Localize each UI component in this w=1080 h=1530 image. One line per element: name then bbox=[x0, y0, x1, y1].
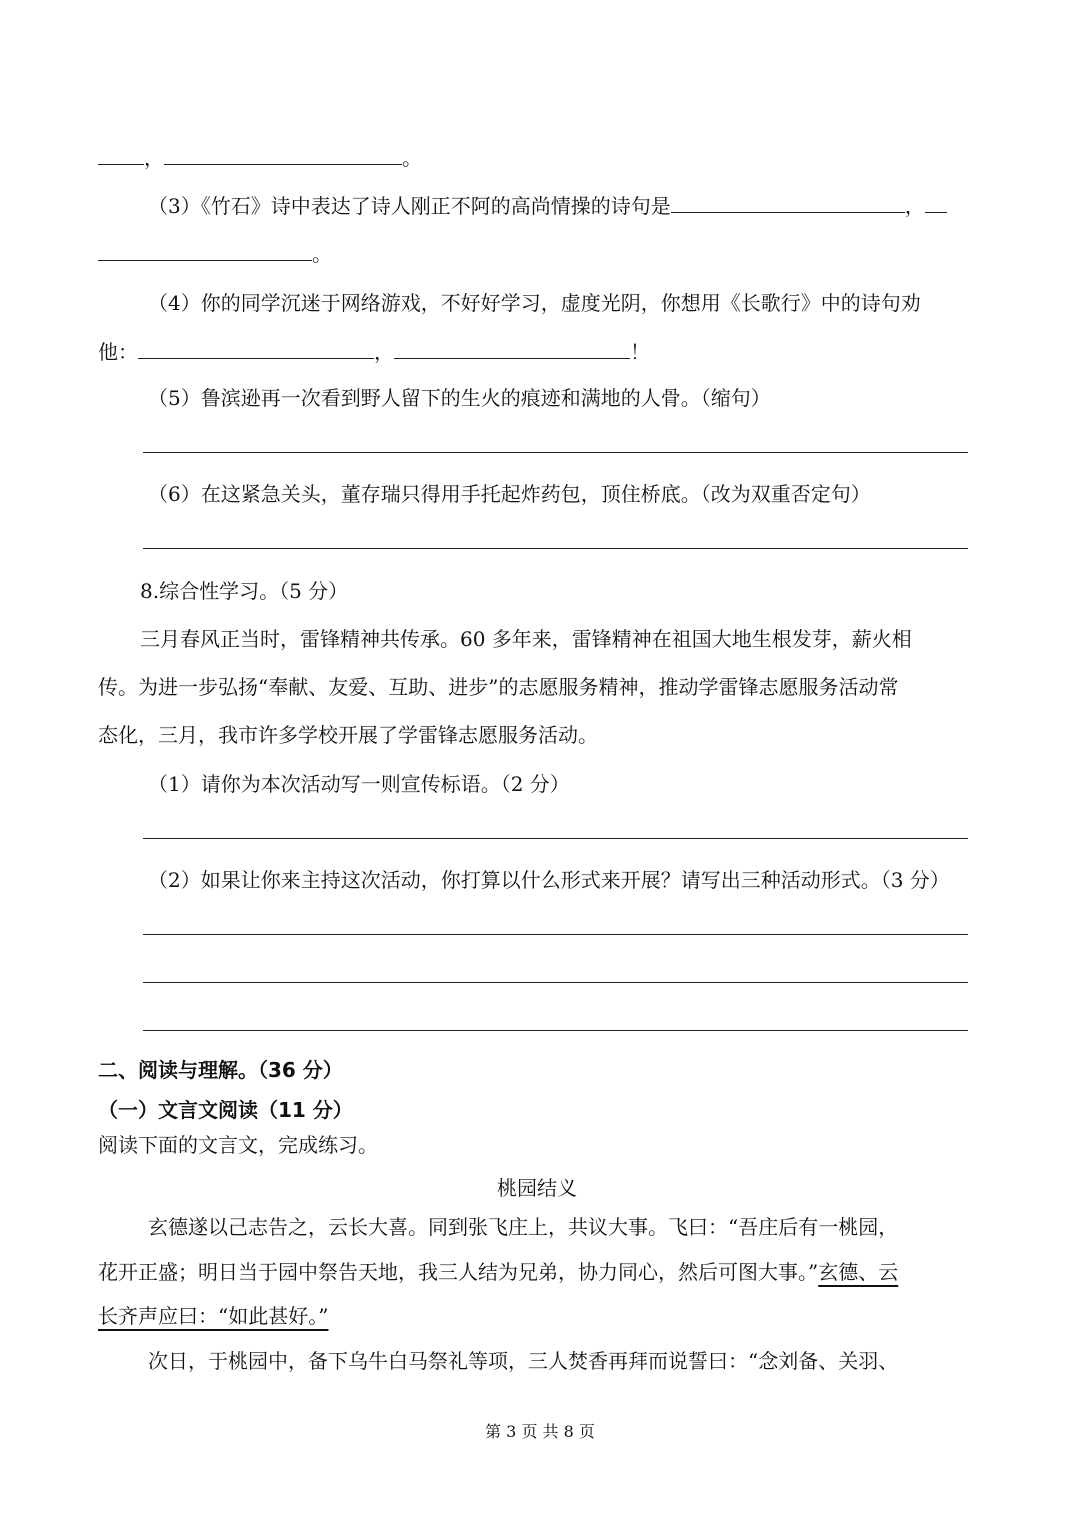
passage-line1: 玄德遂以己志告之，云长大喜。同到张飞庄上，共议大事。飞曰：“吾庄后有一桃园， bbox=[148, 1215, 899, 1239]
q7-item6: （6）在这紧急关头，董存瑞只得用手托起炸药包，顶住桥底。（改为双重否定句） bbox=[148, 482, 871, 506]
answer-blank[interactable] bbox=[394, 338, 630, 359]
q7-item4-cont: 他： ， ！ bbox=[98, 340, 650, 364]
answer-line[interactable] bbox=[143, 934, 968, 935]
instruction: 阅读下面的文言文，完成练习。 bbox=[98, 1133, 378, 1157]
answer-line[interactable] bbox=[143, 982, 968, 983]
passage-line4: 次日，于桃园中，备下乌牛白马祭礼等项，三人焚香再拜而说誓曰：“念刘备、关羽、 bbox=[148, 1349, 899, 1373]
underlined-sentence: 玄德、云 bbox=[818, 1260, 899, 1284]
q7-item3-cont: 。 bbox=[98, 240, 332, 268]
answer-blank[interactable] bbox=[164, 144, 402, 165]
answer-blank[interactable] bbox=[671, 192, 905, 213]
q8-item2: （2）如果让你来主持这次活动，你打算以什么形式来开展？请写出三种活动形式。（3 分） bbox=[148, 868, 950, 892]
q7-item3: （3）《竹石》诗中表达了诗人刚正不阿的高尚情操的诗句是 ， bbox=[148, 192, 947, 220]
answer-line[interactable] bbox=[143, 548, 968, 549]
section-heading: 二、阅读与理解。（36 分） bbox=[98, 1058, 343, 1082]
passage-title: 桃园结义 bbox=[497, 1176, 577, 1200]
q8-para-line1: 三月春风正当时，雷锋精神共传承。60 多年来，雷锋精神在祖国大地生根发芽，薪火相 bbox=[140, 627, 912, 651]
answer-blank[interactable] bbox=[925, 192, 947, 213]
q8-heading: 8.综合性学习。（5 分） bbox=[140, 579, 349, 603]
page-footer: 第 3 页 共 8 页 bbox=[485, 1422, 595, 1441]
q7-item4: （4）你的同学沉迷于网络游戏，不好好学习，虚度光阴，你想用《长歌行》中的诗句劝 bbox=[148, 291, 921, 315]
q8-para-line2: 传。为进一步弘扬“奉献、友爱、互助、进步”的志愿服务精神，推动学雷锋志愿服务活动常 bbox=[98, 675, 899, 699]
subsection-heading: （一）文言文阅读（11 分） bbox=[98, 1098, 353, 1122]
q7-item5: （5）鲁滨逊再一次看到野人留下的生火的痕迹和满地的人骨。（缩句） bbox=[148, 386, 771, 410]
passage-line3-underlined: 长齐声应曰：“如此甚好。” bbox=[98, 1304, 329, 1328]
answer-blank[interactable] bbox=[98, 240, 312, 261]
passage-line2: 花开正盛；明日当于园中祭告天地，我三人结为兄弟，协力同心，然后可图大事。”玄德、云 bbox=[98, 1260, 899, 1284]
answer-blank[interactable] bbox=[98, 144, 144, 165]
q8-para-line3: 态化，三月，我市许多学校开展了学雷锋志愿服务活动。 bbox=[98, 723, 598, 747]
q8-item1: （1）请你为本次活动写一则宣传标语。（2 分） bbox=[148, 772, 570, 796]
answer-line[interactable] bbox=[143, 452, 968, 453]
answer-line[interactable] bbox=[143, 838, 968, 839]
answer-blank[interactable] bbox=[138, 338, 374, 359]
answer-line[interactable] bbox=[143, 1030, 968, 1031]
q7-line-continuation: ， 。 bbox=[98, 144, 422, 172]
